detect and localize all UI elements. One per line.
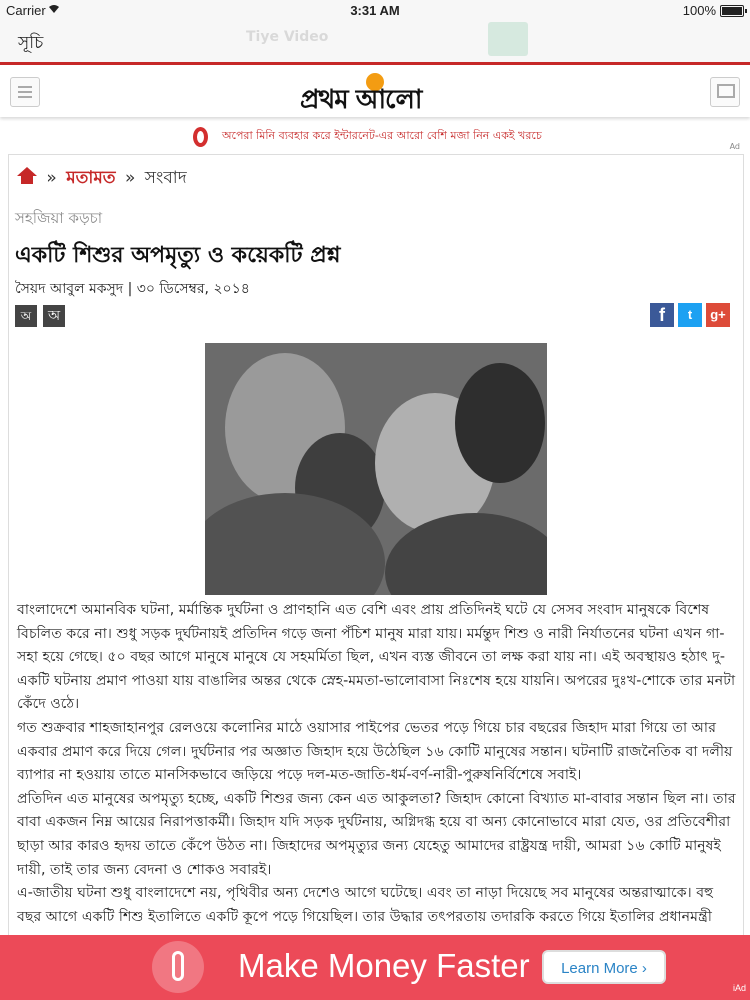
breadcrumb-subsection-link[interactable]: সংবাদ — [144, 168, 187, 188]
top-ad-banner[interactable] — [0, 118, 750, 154]
menu-button[interactable] — [10, 77, 40, 107]
article-paragraph: গত শুক্রবার শাহজাহানপুর রেলওয়ে কলোনির মাঠে ওয়াসার পাইপের ভেতর পড়ে গিয়ে চার বছরের জিহাদ মারা গিয়ে তা আর একবার প্রমাণ করে দিয়ে গেল। দুর্ঘটনার পর অজ্ঞাত জিহাদ হয়ে উঠেছিল ১৬ কোটি মানুষের সন্তান। ঘটনাটি রাজনৈতিক বা দলীয় ব্যাপার না হওয়ায় তাতে মানসিকভাবে জড়িয়ে পড়ে দল-মত-জাতি-ধর্ম-বর্ণ-নারী-পুরুষনির্বিশেষে সবাই। — [17, 719, 733, 784]
opera-logo-icon — [193, 127, 208, 147]
overlay-box — [488, 22, 528, 56]
logo-text: প্রথম আলো — [300, 85, 422, 115]
article-photo — [205, 343, 547, 595]
site-logo[interactable] — [300, 73, 460, 113]
navigation-bar — [0, 22, 750, 62]
facebook-share-icon[interactable]: f — [650, 303, 674, 327]
desktop-view-button[interactable] — [710, 77, 740, 107]
breadcrumb-separator: » — [124, 168, 136, 188]
breadcrumb — [17, 165, 187, 193]
menu-line-icon — [18, 86, 32, 88]
menu-line-icon — [18, 96, 32, 98]
battery-icon — [720, 5, 744, 17]
carrier-label: Carrier — [6, 3, 46, 18]
top-ad-text[interactable]: অপেরা মিনি ব্যবহার করে ইন্টারনেট-এর আরো বেশি মজা নিন একই খরচে — [222, 129, 542, 142]
article-byline: সৈয়দ আবুল মকসুদ | ৩০ ডিসেম্বর, ২০১৪ — [15, 281, 250, 297]
background-overlay — [210, 26, 530, 56]
home-icon[interactable] — [17, 167, 37, 185]
overlay-text: Tiye Video — [246, 29, 329, 45]
site-header — [0, 62, 750, 117]
font-increase-button[interactable]: অ — [43, 305, 65, 327]
article-paragraph: প্রতিদিন এত মানুষের অপমৃত্যু হচ্ছে, একটি শিশুর জন্য কেন এত আকুলতা? জিহাদ কোনো বিখ্যাত মা-বাবার সন্তান ছিল না। তার বাবা একজন নিম্ন আয়ের নিরাপত্তাকর্মী। জিহাদ যদি সড়ক দুর্ঘটনায়, অগ্নিদগ্ধ হয়ে বা অন্য কোনোভাবে মারা যেত, ওর প্রতিবেশীরা ছাড়া আর কারও হৃদয় তাতে কেঁপে উঠত না। জিহাদের অপমৃত্যুর জন্য যেহেতু আমাদের রাষ্ট্রযন্ত্র দায়ী, আমরা ১৬ কোটি মানুষই দায়ী, তাই তার জন্য বেদনা ও শোকও সবারই। — [17, 790, 736, 878]
article-card — [8, 154, 744, 976]
breadcrumb-section-link[interactable]: মতামত — [66, 168, 116, 188]
ad-headline: Make Money Faster — [238, 947, 530, 984]
twitter-share-icon[interactable]: t — [678, 303, 702, 327]
ad-label: Ad — [729, 142, 740, 151]
google-plus-share-icon[interactable]: g+ — [706, 303, 730, 327]
article-body — [17, 599, 737, 929]
menu-line-icon — [18, 91, 32, 93]
bottom-ad-banner[interactable] — [0, 935, 750, 1000]
learn-more-button[interactable]: Learn More › — [542, 950, 666, 984]
font-decrease-button[interactable]: অ — [15, 305, 37, 327]
breadcrumb-separator: » — [46, 168, 57, 188]
monitor-icon — [717, 84, 735, 98]
index-button[interactable]: সূচি — [18, 33, 44, 53]
article-paragraph: বাংলাদেশে অমানবিক ঘটনা, মর্মান্তিক দুর্ঘটনা ও প্রাণহানি এত বেশি এবং প্রায় প্রতিদিনই ঘটে যে সেসব সংবাদ মানুষকে বিশেষ বিচলিত করে না। শুধু সড়ক দুর্ঘটনায়ই প্রতিদিন গড়ে জনা পঁচিশ মানুষ মারা যায়। মর্মন্তুদ শিশু ও নারী নির্যাতনের ঘটনা এখন গা-সহা হয়ে গেছে। ৫০ বছর আগে মানুষে মানুষে যে সহমর্মিতা ছিল, এখন ব্যস্ত জীবনে তা লক্ষ করা যায় না। এই অবস্থায়ও হঠাৎ দু-একটি ঘটনায় প্রমাণ পাওয়া যায় বাঙালির অন্তর থেকে স্নেহ-মমতা-ভালোবাসা নিঃশেষ হয়ে যায়নি। অপরের দুঃখ-শোকে তার মনটা কেঁদে ওঠে। — [17, 602, 736, 713]
status-bar — [0, 0, 750, 22]
clock: 3:31 AM — [350, 3, 400, 18]
article-category: সহজিয়া কড়চা — [15, 209, 103, 227]
article-paragraph: এ-জাতীয় ঘটনা শুধু বাংলাদেশে নয়, পৃথিবীর অন্য দেশেও আগে ঘটেছে। এবং তা নাড়া দিয়েছে সব মানুষের অন্তরাত্মাকে। বহু বছর আগে একটি শিশু ইতালিতে একটি কূপে পড়ে গিয়েছিল। তার উদ্ধার তৎপরতায় তদারকি করতে গিয়ে ইতালির প্রধানমন্ত্রী — [17, 885, 714, 925]
tap-finger-icon — [152, 941, 204, 993]
iad-label: iAd — [732, 983, 746, 993]
battery-percent: 100% — [682, 3, 716, 18]
article-title: একটি শিশুর অপমৃত্যু ও কয়েকটি প্রশ্ন — [15, 243, 341, 268]
